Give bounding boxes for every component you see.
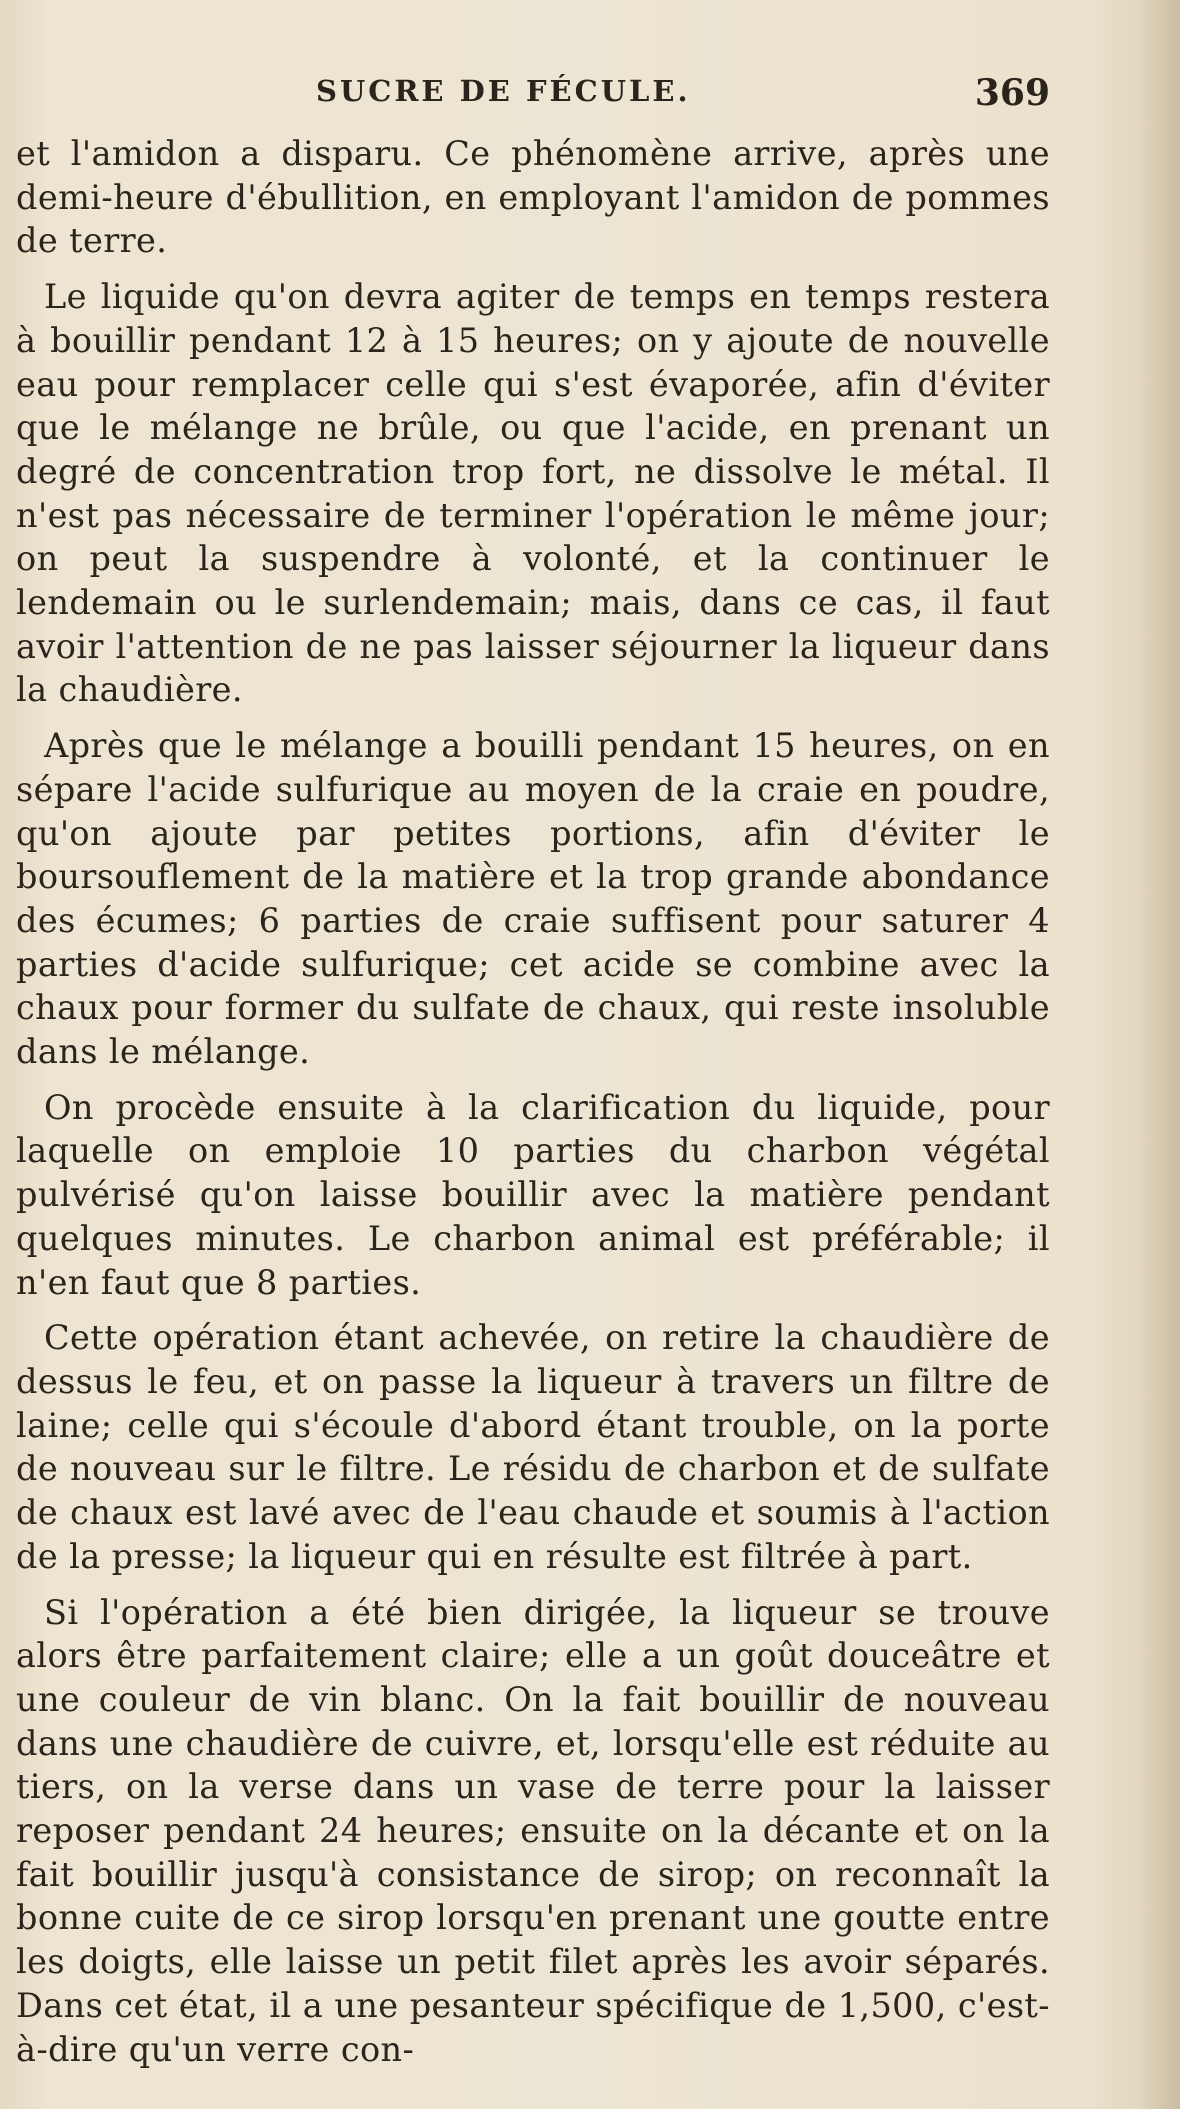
paragraph-1: et l'amidon a disparu. Ce phénomène arrive, après une demi-heure d'ébullition, en employant l'amidon de pommes de terre. — [16, 134, 1050, 261]
body-text — [16, 132, 1050, 2083]
paragraph-2: Le liquide qu'on devra agiter de temps en temps restera à bouillir pendant 12 à 15 heures; on y ajoute de nouvelle eau pour remplacer celle qui s'est évaporée, afin d'éviter que le mélange ne brûle, ou que l'acide, en prenant un degré de concentration trop fort, ne dissolve le métal. Il n'est pas nécessaire de terminer l'opération le même jour; on peut la suspendre à volonté, et la continuer le lendemain ou le surlendemain; mais, dans ce cas, il faut avoir l'attention de ne pas laisser séjourner la liqueur dans la chaudière. — [16, 277, 1050, 710]
paragraph-6: Si l'opération a été bien dirigée, la liqueur se trouve alors être parfaitement claire; elle a un goût douceâtre et une couleur de vin blanc. On la fait bouillir de nouveau dans une chaudière de cuivre, et, lorsqu'elle est réduite au tiers, on la verse dans un vase de terre pour la laisser reposer pendant 24 heures; ensuite on la décante et on la fait bouillir jusqu'à consistance de sirop; on reconnaît la bonne cuite de ce sirop lorsqu'en prenant une goutte entre les doigts, elle laisse un petit filet après les avoir séparés. Dans cet état, il a une pesanteur spécifique de 1,500, c'est-à-dire qu'un verre con- — [16, 1592, 1050, 2069]
page-header — [16, 74, 1050, 124]
paragraph-3: Après que le mélange a bouilli pendant 15 heures, on en sépare l'acide sulfurique au moyen de la craie en poudre, qu'on ajoute par petites portions, afin d'éviter le boursouflement de la matière et la trop grande abondance des écumes; 6 parties de craie suffisent pour saturer 4 parties d'acide sulfurique; cet acide se combine avec la chaux pour former du sulfate de chaux, qui reste insoluble dans le mélange. — [16, 726, 1050, 1072]
paragraph-5: Cette opération étant achevée, on retire la chaudière de dessus le feu, et on passe la liqueur à travers un filtre de laine; celle qui s'écoule d'abord étant trouble, on la porte de nouveau sur le filtre. Le résidu de charbon et de sulfate de chaux est lavé avec de l'eau chaude et soumis à l'action de la presse; la liqueur qui en résulte est filtrée à part. — [16, 1318, 1050, 1576]
page-number: 369 — [974, 72, 1050, 114]
running-head: SUCRE DE FÉCULE. — [316, 74, 691, 108]
paragraph-4: On procède ensuite à la clarification du liquide, pour laquelle on emploie 10 parties du charbon végétal pulvérisé qu'on laisse bouillir avec la matière pendant quelques minutes. Le charbon animal est préférable; il n'en faut que 8 parties. — [16, 1087, 1050, 1302]
page-edge-shadow — [1140, 0, 1180, 2109]
